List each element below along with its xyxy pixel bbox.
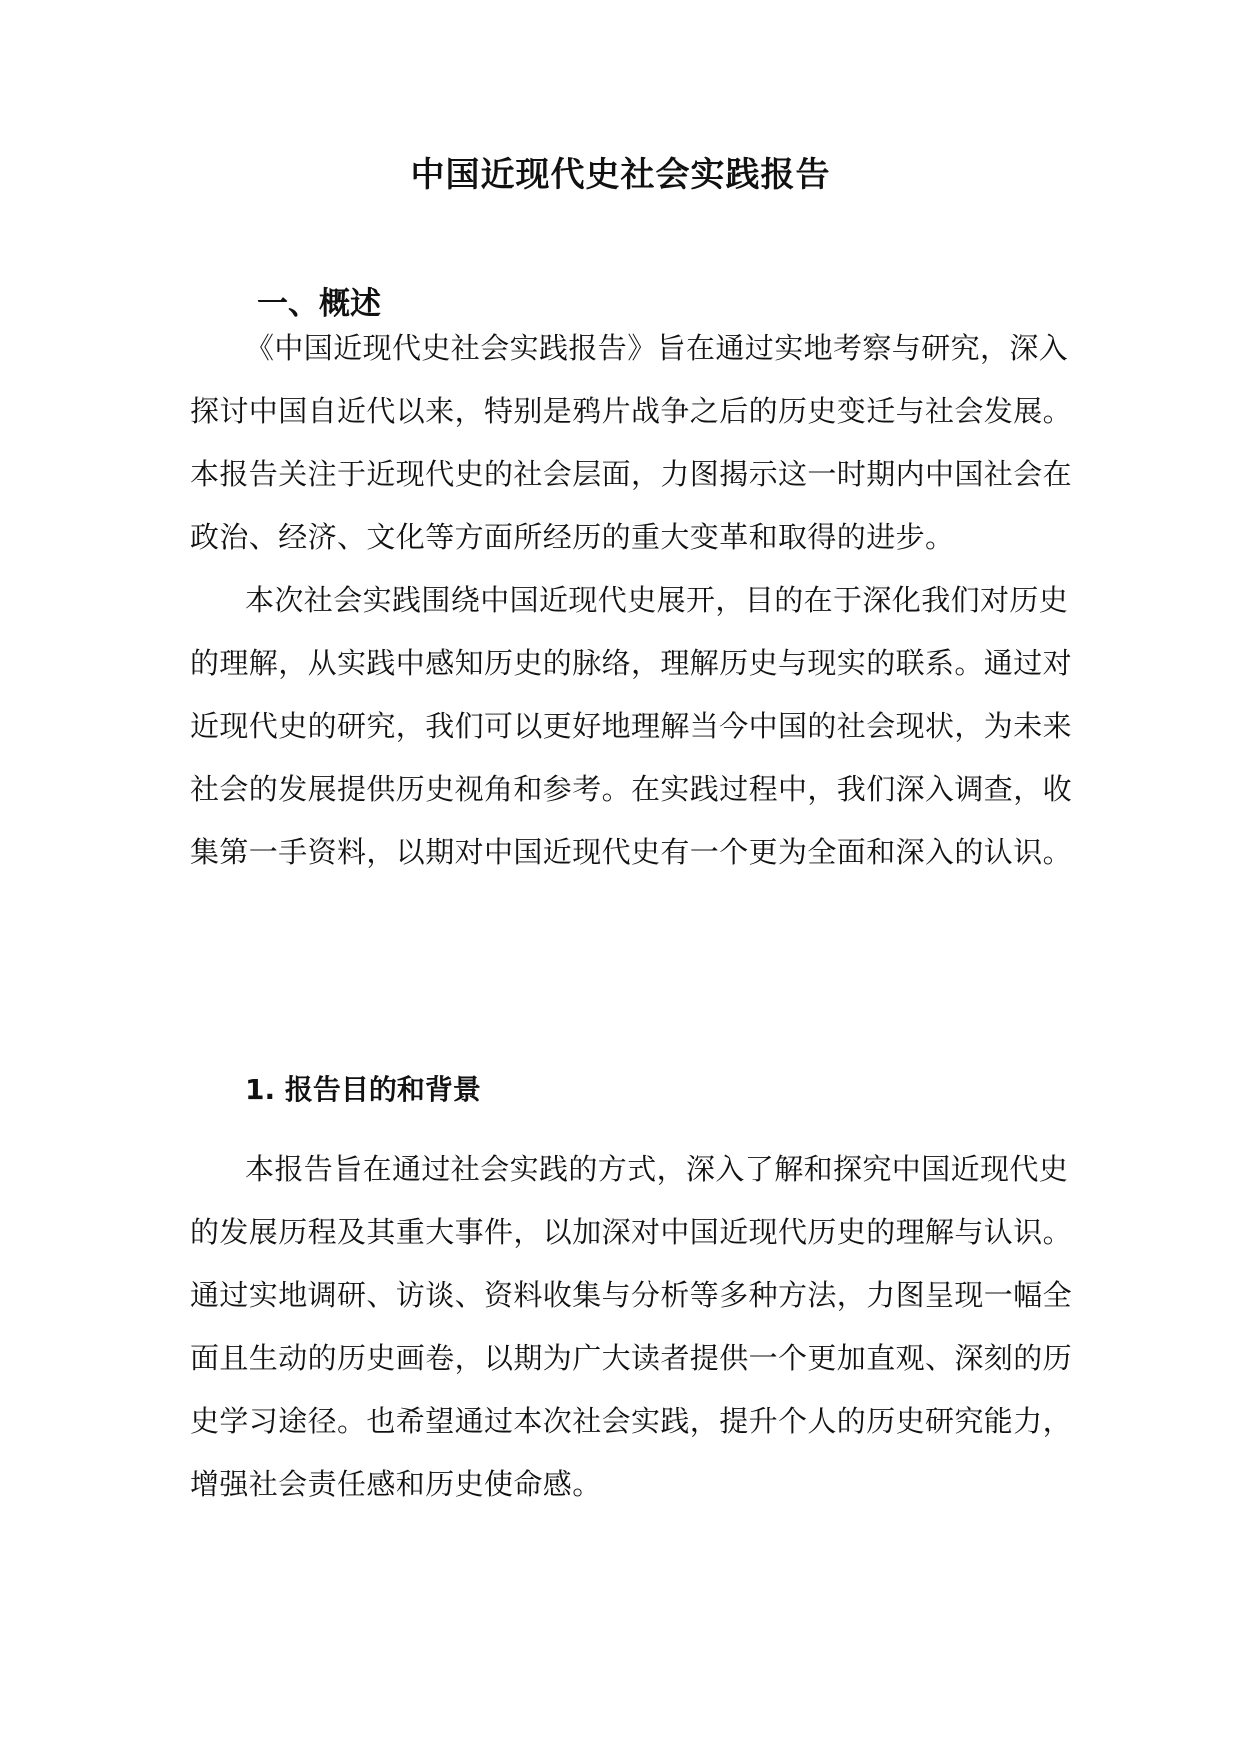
paragraph-line: 的发展历程及其重大事件，以加深对中国近现代历史的理解与认识。: [190, 1215, 1073, 1249]
paragraph-line: 面且生动的历史画卷，以期为广大读者提供一个更加直观、深刻的历: [190, 1341, 1073, 1375]
paragraph-line: 社会的发展提供历史视角和参考。在实践过程中，我们深入调查，收: [190, 772, 1073, 806]
section-heading-overview: 一、概述: [257, 286, 381, 322]
paragraph-line: 增强社会责任感和历史使命感。: [190, 1467, 602, 1501]
paragraph-line: 本报告旨在通过社会实践的方式，深入了解和探究中国近现代史: [245, 1152, 1069, 1186]
paragraph-line: 政治、经济、文化等方面所经历的重大变革和取得的进步。: [190, 520, 955, 554]
paragraph-line: 通过实地调研、访谈、资料收集与分析等多种方法，力图呈现一幅全: [190, 1278, 1073, 1312]
paragraph-line: 本报告关注于近现代史的社会层面，力图揭示这一时期内中国社会在: [190, 457, 1073, 491]
paragraph-line: 本次社会实践围绕中国近现代史展开，目的在于深化我们对历史: [245, 583, 1069, 617]
document-title: 中国近现代史社会实践报告: [410, 155, 831, 195]
paragraph-line: 集第一手资料，以期对中国近现代史有一个更为全面和深入的认识。: [190, 835, 1073, 869]
subsection-heading-purpose-background: 1. 报告目的和背景: [245, 1073, 481, 1106]
paragraph-line: 《中国近现代史社会实践报告》旨在通过实地考察与研究，深入: [245, 331, 1069, 365]
paragraph-line: 近现代史的研究，我们可以更好地理解当今中国的社会现状，为未来: [190, 709, 1073, 743]
paragraph-line: 史学习途径。也希望通过本次社会实践，提升个人的历史研究能力，: [190, 1404, 1073, 1438]
paragraph-line: 的理解，从实践中感知历史的脉络，理解历史与现实的联系。通过对: [190, 646, 1073, 680]
paragraph-line: 探讨中国自近代以来，特别是鸦片战争之后的历史变迁与社会发展。: [190, 394, 1073, 428]
